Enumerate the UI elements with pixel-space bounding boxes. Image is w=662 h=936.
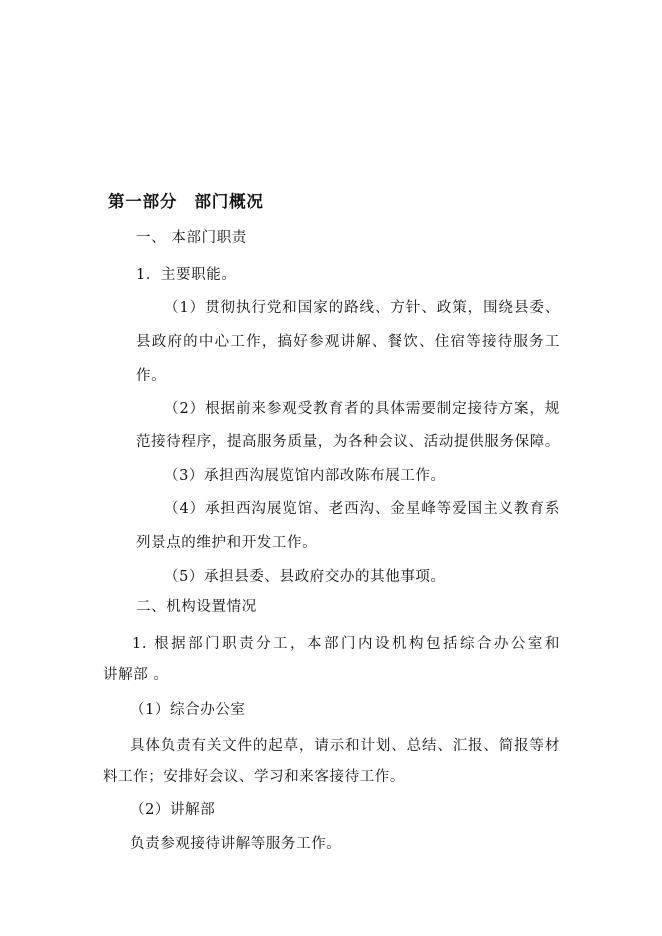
office-desc-line-2: 料工作；安排好会议、学习和来客接待工作。 [103,769,405,785]
duty-2-line-1: （2）根据前来参观受教育者的具体需要制定接待方案，规 [164,401,560,417]
duty-4-line-2: 列景点的维护和开发工作。 [136,535,318,551]
duty-1-line-2: 县政府的中心工作，搞好参观讲解、餐饮、住宿等接待服务工 [136,334,560,350]
duty-5: （5）承担县委、县政府交办的其他事项。 [164,569,446,585]
section-heading-structure: 二、机构设置情况 [136,599,257,615]
duty-3: （3）承担西沟展览馆内部改陈布展工作。 [164,468,446,484]
duty-1-line-3: 作。 [136,368,167,384]
guide-desc-line-1: 负责参观接待讲解等服务工作。 [130,836,342,852]
structure-para-line-2: 讲解部 。 [103,667,169,683]
structure-para-line-1: 1. 根据部门职责分工，本部门内设机构包括综合办公室和 [132,636,560,652]
item-main-functions: 1．主要职能。 [136,267,237,283]
guide-title: （2）讲解部 [130,802,216,818]
duty-2-line-2: 范接待程序，提高服务质量，为各种会议、活动提供服务保障。 [136,434,560,450]
office-desc-line-1: 具体负责有关文件的起草，请示和计划、总结、汇报、简报等材 [130,738,560,754]
duty-4-line-1: （4）承担西沟展览馆、老西沟、金星峰等爱国主义教育系 [164,501,560,517]
section-heading-duties: 一、 本部门职责 [136,230,247,246]
office-title: （1）综合办公室 [130,702,246,718]
part-title: 第一部分 部门概况 [108,192,264,211]
duty-1-line-1: （1）贯彻执行党和国家的路线、方针、政策，围绕县委、 [164,300,560,316]
